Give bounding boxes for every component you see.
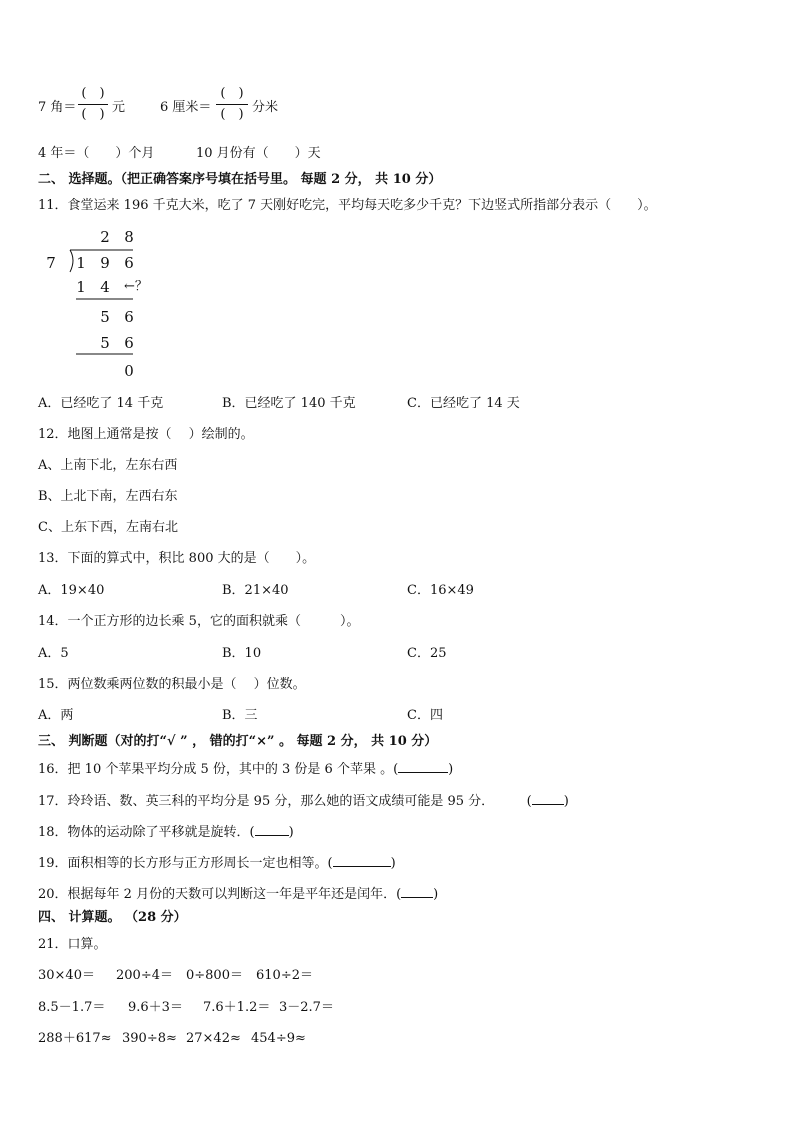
step2-digit: 5 xyxy=(100,308,110,326)
quotient-digit: 2 xyxy=(100,228,110,246)
answer-blank[interactable] xyxy=(255,823,289,836)
question-20-text: 20．根据每年 2 月份的天数可以判断这一年是平年还是闰年．( xyxy=(38,887,402,902)
cm-unit: 分米 xyxy=(252,100,279,115)
remainder: 0 xyxy=(124,362,134,380)
division-bracket xyxy=(40,224,180,384)
step1-digit: 4 xyxy=(100,278,110,296)
q11-option-b[interactable]: B．已经吃了 140 千克 xyxy=(222,396,356,411)
jiao-fraction xyxy=(78,86,108,123)
calc-item: 0÷800＝ xyxy=(186,968,243,983)
q11-option-c[interactable]: C．已经吃了 14 天 xyxy=(407,396,520,411)
q14-option-c[interactable]: C．25 xyxy=(407,646,447,661)
question-16 xyxy=(38,760,453,778)
question-21-stem: 21．口算。 xyxy=(38,937,107,952)
question-19-text: 19．面积相等的长方形与正方形周长一定也相等。( xyxy=(38,856,333,871)
question-18-text: 18．物体的运动除了平移就是旋转．( xyxy=(38,825,255,840)
jiao-numerator-blank[interactable]: ( ) xyxy=(81,86,105,101)
q12-option-c[interactable]: C、上东下西，左南右北 xyxy=(38,520,178,535)
q14-option-a[interactable]: A．5 xyxy=(38,646,69,661)
calc-item: 288＋617≈ xyxy=(38,1031,112,1046)
q15-option-b[interactable]: B．三 xyxy=(222,708,258,723)
q14-option-b[interactable]: B．10 xyxy=(222,646,262,661)
october-days-question: 10 月份有（ ）天 xyxy=(196,146,321,161)
question-20 xyxy=(38,885,438,903)
calc-item: 9.6＋3＝ xyxy=(128,1000,183,1015)
question-11-stem: 11．食堂运来 196 千克大米，吃了 7 天刚好吃完，平均每天吃多少千克？下边竖式所指部分表示（ ）。 xyxy=(38,198,657,213)
year-months-question: 4 年＝（ ）个月 xyxy=(38,146,155,161)
question-20-tail: ) xyxy=(433,887,439,902)
q12-option-a[interactable]: A、上南下北，左东右西 xyxy=(38,458,178,473)
question-16-text: 16．把 10 个苹果平均分成 5 份，其中的 3 份是 6 个苹果 。( xyxy=(38,762,399,777)
question-17-tail: ) xyxy=(563,794,569,809)
answer-blank[interactable] xyxy=(333,854,391,867)
calc-item: 30×40＝ xyxy=(38,968,95,983)
calc-item: 27×42≈ xyxy=(186,1031,241,1046)
long-division xyxy=(40,224,180,384)
cm-fraction xyxy=(216,86,248,123)
q11-option-a[interactable]: A．已经吃了 14 千克 xyxy=(38,396,164,411)
question-15-stem: 15．两位数乘两位数的积最小是（ ）位数。 xyxy=(38,677,306,692)
question-19-tail: ) xyxy=(390,856,396,871)
cm-numerator-blank[interactable]: ( ) xyxy=(220,86,244,101)
calc-item: 610÷2＝ xyxy=(256,968,313,983)
question-18-tail: ) xyxy=(288,825,294,840)
question-14-stem: 14．一个正方形的边长乘 5，它的面积就乘（ ）。 xyxy=(38,614,360,629)
answer-blank[interactable] xyxy=(532,792,564,805)
divisor: 7 xyxy=(46,254,56,272)
fraction-bar xyxy=(78,104,108,105)
jiao-prefix: 7 角＝ xyxy=(38,100,77,115)
question-16-tail: ) xyxy=(448,762,454,777)
dividend-digit: 9 xyxy=(100,254,110,272)
step3-digit: 6 xyxy=(124,334,134,352)
question-17-text: 17．玲玲语、数、英三科的平均分是 95 分，那么她的语文成绩可能是 95 分． ( xyxy=(38,794,532,809)
question-19 xyxy=(38,854,396,872)
quotient-digit: 8 xyxy=(124,228,134,246)
calc-item: 390÷8≈ xyxy=(122,1031,177,1046)
question-18 xyxy=(38,823,294,841)
section-heading-calc: 四、 计算题。 （28 分） xyxy=(38,910,187,925)
question-17 xyxy=(38,792,569,810)
calc-item: 7.6＋1.2＝ xyxy=(203,1000,271,1015)
dividend-digit: 1 xyxy=(76,254,86,272)
q15-option-c[interactable]: C．四 xyxy=(407,708,443,723)
cm-denominator-blank[interactable]: ( ) xyxy=(220,107,244,122)
arrow-question-label: ←？ xyxy=(124,279,148,294)
jiao-unit: 元 xyxy=(112,100,126,115)
calc-item: 3－2.7＝ xyxy=(279,1000,334,1015)
dividend-digit: 6 xyxy=(124,254,134,272)
cm-prefix: 6 厘米＝ xyxy=(160,100,212,115)
q12-option-b[interactable]: B、上北下南，左西右东 xyxy=(38,489,178,504)
calc-item: 200÷4＝ xyxy=(116,968,173,983)
calc-item: 454÷9≈ xyxy=(251,1031,306,1046)
q13-option-c[interactable]: C．16×49 xyxy=(407,583,474,598)
q15-option-a[interactable]: A．两 xyxy=(38,708,74,723)
q13-option-b[interactable]: B．21×40 xyxy=(222,583,289,598)
answer-blank[interactable] xyxy=(401,885,433,898)
step3-digit: 5 xyxy=(100,334,110,352)
calc-item: 8.5－1.7＝ xyxy=(38,1000,106,1015)
answer-blank[interactable] xyxy=(398,760,448,773)
question-12-stem: 12．地图上通常是按（ ）绘制的。 xyxy=(38,427,254,442)
question-13-stem: 13．下面的算式中，积比 800 大的是（ ）。 xyxy=(38,551,316,566)
section-heading-judge: 三、 判断题（对的打“√ ” ， 错的打“×” 。 每题 2 分， 共 10 分） xyxy=(38,734,438,749)
jiao-denominator-blank[interactable]: ( ) xyxy=(81,107,105,122)
step1-digit: 1 xyxy=(76,278,86,296)
fraction-bar xyxy=(216,104,248,105)
step2-digit: 6 xyxy=(124,308,134,326)
section-heading-choice: 二、 选择题。（把正确答案序号填在括号里。 每题 2 分， 共 10 分） xyxy=(38,172,442,187)
q13-option-a[interactable]: A．19×40 xyxy=(38,583,105,598)
